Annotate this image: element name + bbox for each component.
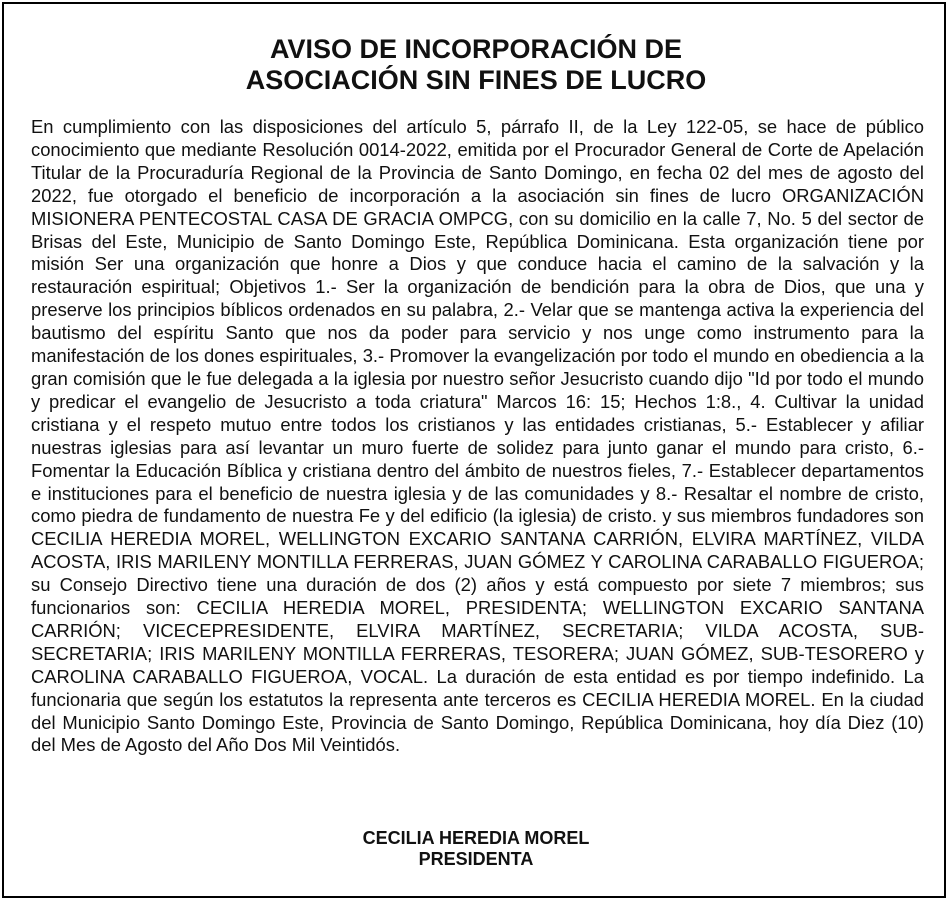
title-line-1: AVISO DE INCORPORACIÓN DE [269, 34, 683, 64]
signatory-name: CECILIA HEREDIA MOREL [362, 828, 590, 848]
notice-body: En cumplimiento con las disposiciones del artículo 5, párrafo II, de la Ley 122-05, se hace de público conocimiento que mediante Resolución 0014-2022, emitida por el Procurador General de Corte de Apelación Titular de la Procuraduría Regional de la Provincia de Santo Domingo, en fecha 02 del mes de agosto del 2022, fue otorgado el beneficio de incorporación a la asociación sin fines de lucro ORGANIZACIÓN MISIONERA PENTECOSTAL CASA DE GRACIA OMPCG, con su domicilio en la calle 7, No. 5 del sector de Brisas del Este, Municipio de Santo Domingo Este, República Dominicana. Esta organización tiene por misión Ser una organización que honre a Dios y que conduce hacia el camino de la salvación y la restauración espiritual; Objetivos 1.- Ser la organización de bendición para la obra de Dios, que una y preserve los principios bíblicos ordenados en su palabra, 2.- Velar que se mantenga activa la experiencia del bautismo del espíritu Santo que nos da poder para servicio y nos unge como instrumento para la manifestación de los dones espirituales, 3.- Promover la evangelización por todo el mundo en obediencia a la gran comisión que le fue delegada a la iglesia por nuestro señor Jesucristo cuando dijo "Id por todo el mundo y predicar el evangelio de Jesucristo a toda criatura" Marcos 16: 15; Hechos 1:8., 4. Cultivar la unidad cristiana y el respeto mutuo entre todos los cristianos y las entidades cristianas, 5.- Establecer y afiliar nuestras iglesias para así levantar un muro fuerte de solidez para junto ganar el mundo para cristo, 6.- Fomentar la Educación Bíblica y cristiana dentro del ámbito de nuestros fieles, 7.- Establecer departamentos e instituciones para el beneficio de nuestra iglesia y de las comunidades y 8.- Resaltar el nombre de cristo, como piedra de fundamento de nuestra Fe y del edificio (la iglesia) de cristo. y sus miembros fundadores son CECILIA HEREDIA MOREL, WELLINGTON EXCARIO SANTANA CARRIÓN, ELVIRA MARTÍNEZ, VILDA ACOSTA, IRIS MARILENY MONTILLA FERRERAS, JUAN GÓMEZ Y CAROLINA CARABALLO FIGUEROA; su Consejo Directivo tiene una duración de dos (2) años y está compuesto por siete 7 miembros; sus funcionarios son: CECILIA HEREDIA MOREL, PRESIDENTA; WELLINGTON EXCARIO SANTANA CARRIÓN; VICECEPRESIDENTE, ELVIRA MARTÍNEZ, SECRETARIA; VILDA ACOSTA, SUB-SECRETARIA; IRIS MARILENY MONTILLA FERRERAS, TESORERA; JUAN GÓMEZ, SUB-TESORERO y CAROLINA CARABALLO FIGUEROA, VOCAL. La duración de esta entidad es por tiempo indefinido. La funcionaria que según los estatutos la representa ante terceros es CECILIA HEREDIA MOREL. En la ciudad del Municipio Santo Domingo Este, Provincia de Santo Domingo, República Dominicana, hoy día Diez (10) del Mes de Agosto del Año Dos Mil Veintidós. [31, 116, 924, 756]
notice-frame [2, 2, 946, 898]
signature-block [4, 828, 948, 870]
signatory-role: PRESIDENTA [418, 849, 534, 869]
title-line-2: ASOCIACIÓN SIN FINES DE LUCRO [245, 65, 707, 95]
notice-title [4, 34, 948, 96]
